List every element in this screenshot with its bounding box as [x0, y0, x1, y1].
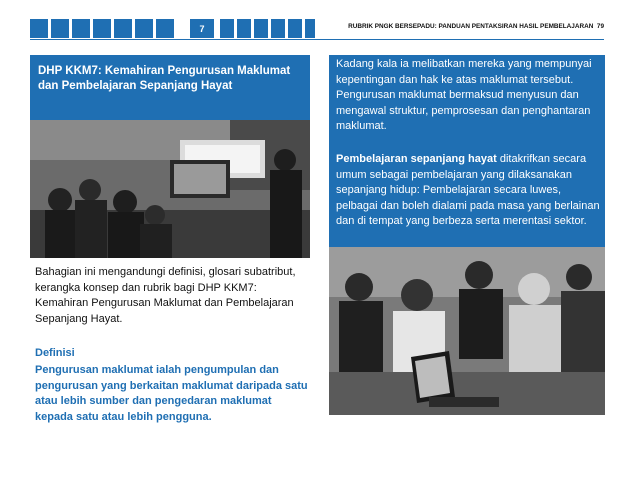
page-number: 79	[596, 23, 604, 30]
group-laptop-photo	[329, 247, 605, 415]
lifelong-learning-term: Pembelajaran sepanjang hayat	[336, 153, 497, 165]
header-decor-blocks	[30, 19, 174, 38]
info-paragraph-2: Pembelajaran sepanjang hayat ditakrifkan secara umum sebagai pembelajaran yang dilaksanakan sepanjang hidup: Pembelajaran secara luwes, pelbagai dan boleh dialami pada masa yang berlainan dan di tempat yang berbeza serta merentasi sektor.	[336, 153, 600, 227]
section-title-box	[30, 55, 310, 120]
classroom-photo	[30, 120, 310, 258]
section-title: DHP KKM7: Kemahiran Pengurusan Maklumat dan Pembelajaran Sepanjang Hayat	[38, 65, 291, 92]
info-box	[329, 55, 605, 247]
header-rule	[30, 39, 604, 40]
header-title: RUBRIK PNGK BERSEPADU: PANDUAN PENTAKSIRAN HASIL PEMBELAJARAN 79	[348, 23, 604, 30]
info-paragraph-1: Kadang kala ia melibatkan mereka yang mempunyai kepentingan dan hak ke atas maklumat tersebut. Pengurusan maklumat bermaksud menyusun dan mengawal struktur, pemprosesan dan penghantaran maklumat.	[336, 58, 592, 132]
definition-text: Pengurusan maklumat ialah pengumpulan dan pengurusan yang berkaitan maklumat daripada satu atau lebih sumber dan pengedaran maklumat kepada satu atau lebih pengguna.	[35, 364, 308, 423]
section-number: 7	[190, 19, 214, 38]
section-intro: Bahagian ini mengandungi definisi, glosari subatribut, kerangka konsep dan rubrik bagi DHP KKM7: Kemahiran Pengurusan Maklumat dan Pembelajaran Sepanjang Hayat.	[35, 266, 296, 325]
definition-heading: Definisi	[35, 347, 75, 359]
